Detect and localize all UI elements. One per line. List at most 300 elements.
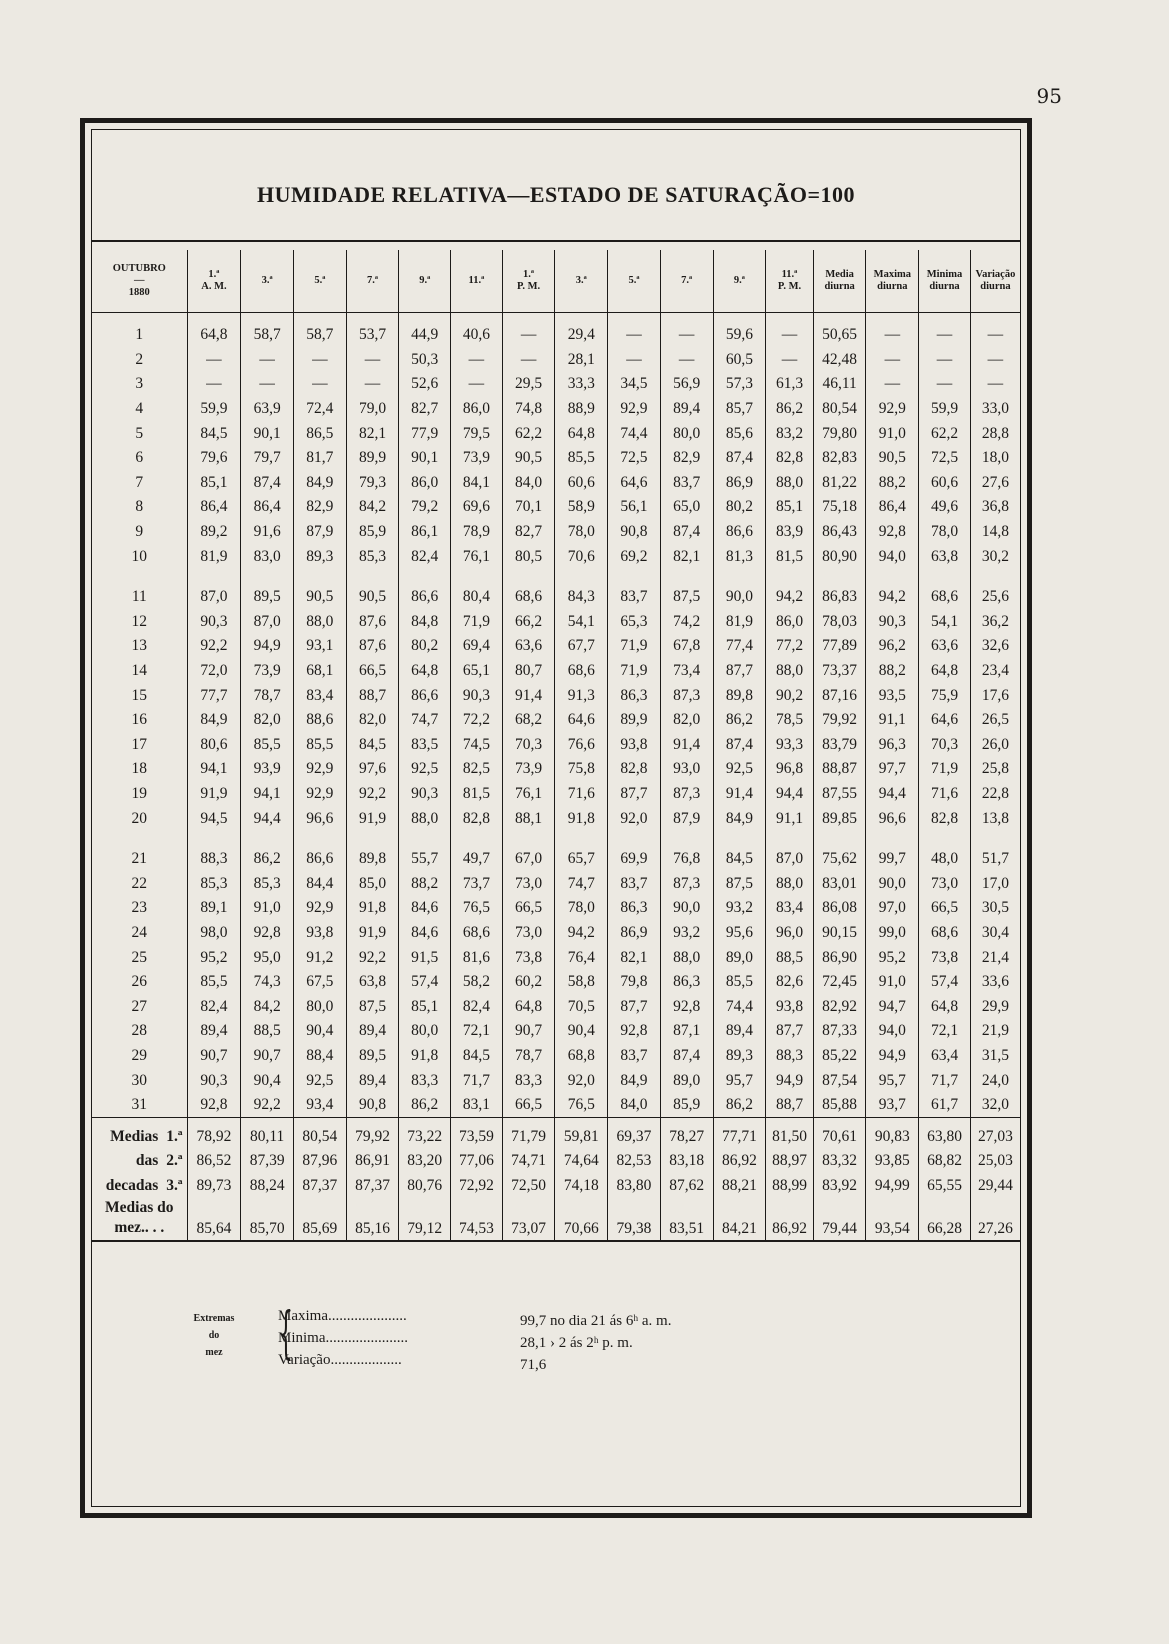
table-cell: 86,90: [813, 945, 866, 970]
table-cell: 94,5: [187, 806, 241, 831]
column-header: 3.ª: [555, 250, 608, 313]
table-cell: 27,26: [970, 1198, 1020, 1241]
table-cell: 83,79: [813, 733, 866, 758]
table-cell: 84,5: [713, 847, 766, 872]
table-cell: 85,88: [813, 1093, 866, 1118]
table-row: [92, 471, 1020, 496]
table-cell: 50,65: [813, 313, 866, 348]
table-cell: 86,2: [713, 708, 766, 733]
table-cell: 93,85: [866, 1149, 919, 1174]
table-cell: 90,4: [294, 1019, 347, 1044]
table-cell: 91,4: [660, 733, 713, 758]
table-cell: 84,21: [713, 1198, 766, 1241]
table-cell: 93,8: [766, 994, 814, 1019]
table-cell: 84,3: [555, 585, 608, 610]
table-cell: 69,4: [451, 634, 503, 659]
table-cell: 14,8: [970, 520, 1020, 545]
table-cell: 86,52: [187, 1149, 241, 1174]
table-row: [92, 1019, 1020, 1044]
table-cell: 92,2: [241, 1093, 294, 1118]
table-cell: 87,96: [294, 1149, 347, 1174]
table-cell: 91,8: [399, 1044, 451, 1069]
table-cell: 89,0: [660, 1068, 713, 1093]
table-cell: 84,5: [346, 733, 399, 758]
table-cell: 90,0: [866, 871, 919, 896]
table-cell: —: [294, 372, 347, 397]
table-cell: 87,7: [608, 782, 661, 807]
table-cell: 61,3: [766, 372, 814, 397]
table-cell: 91,1: [866, 708, 919, 733]
table-cell: 53,7: [346, 313, 399, 348]
table-cell: 64,8: [187, 313, 241, 348]
table-cell: —: [608, 313, 661, 348]
table-cell: 88,2: [399, 871, 451, 896]
table-cell: 91,0: [866, 421, 919, 446]
table-cell: 92,0: [608, 806, 661, 831]
table-cell: —: [919, 348, 971, 373]
table-cell: 83,9: [766, 520, 814, 545]
table-cell: —: [608, 348, 661, 373]
table-cell: —: [346, 348, 399, 373]
table-row: [92, 610, 1020, 635]
table-cell: 92,5: [713, 757, 766, 782]
table-cell: 87,5: [660, 585, 713, 610]
day-number: 27: [131, 997, 148, 1015]
table-cell: 36,2: [970, 610, 1020, 635]
table-cell: —: [346, 372, 399, 397]
table-cell: 68,8: [555, 1044, 608, 1069]
table-cell: 89,8: [346, 847, 399, 872]
table-cell: 89,73: [187, 1174, 241, 1199]
decade-mean-row: [92, 1118, 1020, 1149]
table-cell: 65,55: [919, 1174, 971, 1199]
table-cell: 82,4: [451, 994, 503, 1019]
table-cell: 97,7: [866, 757, 919, 782]
table-cell: 46,11: [813, 372, 866, 397]
column-header: 5.ª: [608, 250, 661, 313]
table-cell: 89,1: [187, 896, 241, 921]
table-cell: 90,7: [187, 1044, 241, 1069]
table-cell: 87,7: [713, 659, 766, 684]
day-number: 16: [131, 711, 148, 729]
extreme-max: Maxima..................... 99,7 no dia 21 ás 6ʰ a. m.: [278, 1308, 672, 1329]
table-cell: 80,76: [399, 1174, 451, 1199]
table-cell: 88,3: [187, 847, 241, 872]
column-header: Maxima diurna: [866, 250, 919, 313]
day-number: 21: [131, 850, 148, 868]
header-month: OUTUBRO — 1880: [92, 250, 187, 313]
table-cell: 97,6: [346, 757, 399, 782]
table-cell: 84,9: [713, 806, 766, 831]
table-cell: 87,37: [346, 1174, 399, 1199]
table-cell: 78,03: [813, 610, 866, 635]
table-cell: 94,4: [766, 782, 814, 807]
table-cell: 93,7: [866, 1093, 919, 1118]
table-cell: 78,27: [660, 1118, 713, 1149]
table-cell: 87,6: [346, 610, 399, 635]
table-cell: 25,6: [970, 585, 1020, 610]
table-cell: —: [970, 348, 1020, 373]
table-cell: 79,80: [813, 421, 866, 446]
table-cell: 82,8: [919, 806, 971, 831]
table-cell: 83,7: [608, 1044, 661, 1069]
table-cell: 70,5: [555, 994, 608, 1019]
table-cell: 87,4: [660, 520, 713, 545]
table-cell: 72,2: [451, 708, 503, 733]
table-cell: 88,7: [346, 683, 399, 708]
table-cell: 78,7: [502, 1044, 555, 1069]
table-cell: 83,7: [608, 585, 661, 610]
table-cell: 91,5: [399, 945, 451, 970]
table-cell: 74,18: [555, 1174, 608, 1199]
table-cell: 87,5: [346, 994, 399, 1019]
table-cell: 82,0: [660, 708, 713, 733]
table-cell: 79,0: [346, 397, 399, 422]
table-cell: 86,6: [294, 847, 347, 872]
table-cell: 79,8: [608, 970, 661, 995]
table-cell: —: [766, 313, 814, 348]
table-cell: 61,7: [919, 1093, 971, 1118]
table-cell: 94,4: [241, 806, 294, 831]
table-cell: 84,9: [608, 1068, 661, 1093]
table-row: [92, 446, 1020, 471]
table-cell: 99,7: [866, 847, 919, 872]
table-cell: 69,6: [451, 495, 503, 520]
table-cell: 27,6: [970, 471, 1020, 496]
table-cell: 86,92: [766, 1198, 814, 1241]
table-cell: 70,3: [502, 733, 555, 758]
table-cell: 94,4: [866, 782, 919, 807]
column-header: Variação diurna: [970, 250, 1020, 313]
table-cell: 86,4: [866, 495, 919, 520]
table-cell: 17,0: [970, 871, 1020, 896]
table-cell: 74,4: [608, 421, 661, 446]
table-cell: 59,9: [187, 397, 241, 422]
table-cell: 33,3: [555, 372, 608, 397]
table-cell: 80,4: [451, 585, 503, 610]
table-cell: 72,4: [294, 397, 347, 422]
table-row: [92, 397, 1020, 422]
table-cell: 86,4: [241, 495, 294, 520]
table-cell: 34,5: [608, 372, 661, 397]
table-cell: 58,9: [555, 495, 608, 520]
table-cell: 62,2: [919, 421, 971, 446]
table-cell: 88,99: [766, 1174, 814, 1199]
month-mean-label: Medias do mez.. . .: [92, 1198, 187, 1241]
day-number: 30: [131, 1071, 148, 1089]
table-cell: 91,4: [502, 683, 555, 708]
table-cell: 88,3: [766, 1044, 814, 1069]
table-cell: 70,3: [919, 733, 971, 758]
day-number: 26: [131, 973, 148, 991]
table-cell: 31,5: [970, 1044, 1020, 1069]
table-cell: 85,3: [241, 871, 294, 896]
table-cell: 96,6: [294, 806, 347, 831]
table-cell: 60,2: [502, 970, 555, 995]
table-cell: 77,4: [713, 634, 766, 659]
table-cell: 50,3: [399, 348, 451, 373]
table-cell: 90,1: [241, 421, 294, 446]
table-cell: 93,54: [866, 1198, 919, 1241]
table-cell: 95,2: [187, 945, 241, 970]
table-cell: 72,5: [608, 446, 661, 471]
decade-label: das: [135, 1152, 159, 1170]
table-cell: 66,5: [919, 896, 971, 921]
extreme-min: Minima...................... 28,1 › 2 ás 2ʰ p. m.: [278, 1330, 633, 1351]
table-cell: 86,0: [399, 471, 451, 496]
table-row: [92, 313, 1020, 348]
table-cell: 76,1: [502, 782, 555, 807]
table-cell: 66,28: [919, 1198, 971, 1241]
column-header: 7.ª: [660, 250, 713, 313]
table-cell: 88,5: [241, 1019, 294, 1044]
table-cell: 91,9: [346, 806, 399, 831]
table-cell: 49,6: [919, 495, 971, 520]
table-cell: 85,5: [555, 446, 608, 471]
table-cell: —: [502, 348, 555, 373]
table-cell: 79,12: [399, 1198, 451, 1241]
decade-gap: [92, 569, 1020, 585]
table-cell: 88,21: [713, 1174, 766, 1199]
table-cell: 90,1: [399, 446, 451, 471]
table-cell: 78,5: [766, 708, 814, 733]
table-cell: 64,8: [919, 659, 971, 684]
table-cell: 64,8: [919, 994, 971, 1019]
table-cell: 74,7: [399, 708, 451, 733]
table-cell: —: [187, 372, 241, 397]
table-cell: 76,1: [451, 544, 503, 569]
table-cell: 78,0: [555, 896, 608, 921]
table-cell: 56,1: [608, 495, 661, 520]
table-cell: —: [502, 313, 555, 348]
table-cell: 78,0: [555, 520, 608, 545]
table-row: [92, 896, 1020, 921]
table-cell: 87,5: [713, 871, 766, 896]
table-cell: 90,7: [241, 1044, 294, 1069]
table-cell: 86,9: [608, 921, 661, 946]
table-cell: 84,4: [294, 871, 347, 896]
table-cell: 88,24: [241, 1174, 294, 1199]
table-cell: 92,8: [660, 994, 713, 1019]
table-cell: —: [919, 372, 971, 397]
table-cell: 74,4: [713, 994, 766, 1019]
table-cell: 60,5: [713, 348, 766, 373]
table-cell: 92,2: [346, 782, 399, 807]
table-cell: 87,37: [294, 1174, 347, 1199]
table-cell: 92,2: [346, 945, 399, 970]
table-cell: 81,6: [451, 945, 503, 970]
table-cell: 87,16: [813, 683, 866, 708]
table-cell: 83,3: [399, 1068, 451, 1093]
table-cell: 69,2: [608, 544, 661, 569]
table-cell: 91,0: [241, 896, 294, 921]
table-cell: 78,9: [451, 520, 503, 545]
table-row: [92, 544, 1020, 569]
table-cell: 85,5: [241, 733, 294, 758]
table-cell: 82,4: [399, 544, 451, 569]
table-cell: 77,06: [451, 1149, 503, 1174]
table-cell: 92,9: [608, 397, 661, 422]
decade-label: decadas: [105, 1176, 159, 1194]
table-cell: 86,2: [399, 1093, 451, 1118]
table-cell: 64,6: [555, 708, 608, 733]
table-cell: 80,90: [813, 544, 866, 569]
table-cell: 83,1: [451, 1093, 503, 1118]
table-cell: 91,3: [555, 683, 608, 708]
table-cell: 91,2: [294, 945, 347, 970]
table-cell: 72,50: [502, 1174, 555, 1199]
table-cell: —: [866, 372, 919, 397]
table-cell: 86,3: [660, 970, 713, 995]
day-number: 22: [131, 874, 148, 892]
table-cell: 95,2: [866, 945, 919, 970]
day-number: 20: [131, 809, 148, 827]
table-cell: 93,5: [866, 683, 919, 708]
table-cell: 73,22: [399, 1118, 451, 1149]
table-cell: 80,54: [294, 1118, 347, 1149]
table-cell: 87,0: [766, 847, 814, 872]
table-cell: 69,9: [608, 847, 661, 872]
month-extremes: [92, 1300, 1020, 1380]
table-cell: 87,4: [713, 446, 766, 471]
day-number: 12: [131, 612, 148, 630]
table-cell: 84,9: [187, 708, 241, 733]
table-cell: 86,83: [813, 585, 866, 610]
table-cell: 80,54: [813, 397, 866, 422]
table-cell: 86,6: [713, 520, 766, 545]
table-cell: 63,80: [919, 1118, 971, 1149]
table-cell: 80,0: [660, 421, 713, 446]
table-cell: —: [970, 313, 1020, 348]
day-number: 28: [131, 1022, 148, 1040]
column-header: 7.ª: [346, 250, 399, 313]
table-cell: 84,6: [399, 921, 451, 946]
table-cell: 69,37: [608, 1118, 661, 1149]
table-cell: 79,44: [813, 1198, 866, 1241]
table-cell: 68,6: [555, 659, 608, 684]
table-cell: 94,1: [187, 757, 241, 782]
table-cell: 82,4: [187, 994, 241, 1019]
table-cell: 66,5: [502, 896, 555, 921]
table-cell: 81,7: [294, 446, 347, 471]
table-cell: 29,9: [970, 994, 1020, 1019]
day-number: 17: [131, 735, 148, 753]
day-number: 11: [131, 588, 147, 606]
table-cell: 65,1: [451, 659, 503, 684]
table-cell: 23,4: [970, 659, 1020, 684]
table-cell: 90,5: [346, 585, 399, 610]
table-cell: —: [970, 372, 1020, 397]
table-cell: 90,83: [866, 1118, 919, 1149]
table-frame-inner: [91, 129, 1021, 1507]
table-cell: 84,9: [294, 471, 347, 496]
table-cell: 71,79: [502, 1118, 555, 1149]
table-cell: 92,8: [608, 1019, 661, 1044]
day-number: 9: [135, 523, 144, 541]
table-cell: 93,0: [660, 757, 713, 782]
table-cell: —: [241, 348, 294, 373]
table-cell: 51,7: [970, 847, 1020, 872]
day-number: 29: [131, 1046, 148, 1064]
table-cell: 93,8: [608, 733, 661, 758]
table-cell: —: [294, 348, 347, 373]
table-cell: 74,7: [555, 871, 608, 896]
table-cell: 83,01: [813, 871, 866, 896]
table-cell: 89,4: [346, 1068, 399, 1093]
table-cell: 75,18: [813, 495, 866, 520]
table-cell: 67,8: [660, 634, 713, 659]
table-cell: 62,2: [502, 421, 555, 446]
table-cell: 17,6: [970, 683, 1020, 708]
table-cell: 84,0: [502, 471, 555, 496]
table-cell: 88,0: [766, 659, 814, 684]
table-cell: 65,3: [608, 610, 661, 635]
table-cell: 89,3: [713, 1044, 766, 1069]
table-cell: 90,5: [294, 585, 347, 610]
table-cell: 83,18: [660, 1149, 713, 1174]
table-cell: 79,2: [399, 495, 451, 520]
table-cell: 90,8: [346, 1093, 399, 1118]
table-cell: 76,8: [660, 847, 713, 872]
table-cell: 87,7: [766, 1019, 814, 1044]
day-number: 5: [135, 424, 144, 442]
table-cell: 94,7: [866, 994, 919, 1019]
table-row: [92, 994, 1020, 1019]
table-cell: 30,4: [970, 921, 1020, 946]
table-cell: 86,6: [399, 683, 451, 708]
table-cell: —: [919, 313, 971, 348]
table-cell: 86,92: [713, 1149, 766, 1174]
table-cell: 95,6: [713, 921, 766, 946]
table-cell: 89,5: [241, 585, 294, 610]
table-cell: 95,0: [241, 945, 294, 970]
table-cell: 87,33: [813, 1019, 866, 1044]
table-cell: 81,50: [766, 1118, 814, 1149]
table-cell: 89,85: [813, 806, 866, 831]
table-cell: —: [866, 313, 919, 348]
table-cell: 60,6: [555, 471, 608, 496]
table-cell: 91,8: [346, 896, 399, 921]
table-cell: 82,7: [399, 397, 451, 422]
table-cell: 88,9: [555, 397, 608, 422]
table-cell: 58,7: [294, 313, 347, 348]
table-cell: 64,6: [919, 708, 971, 733]
table-cell: 70,6: [555, 544, 608, 569]
table-cell: 87,62: [660, 1174, 713, 1199]
table-row: [92, 921, 1020, 946]
table-cell: 70,1: [502, 495, 555, 520]
table-cell: 92,5: [294, 1068, 347, 1093]
table-cell: 90,4: [241, 1068, 294, 1093]
table-cell: 80,6: [187, 733, 241, 758]
table-cell: 75,62: [813, 847, 866, 872]
table-row: [92, 585, 1020, 610]
table-cell: 87,39: [241, 1149, 294, 1174]
table-cell: 85,6: [713, 421, 766, 446]
table-cell: 88,97: [766, 1149, 814, 1174]
table-cell: 90,3: [187, 610, 241, 635]
table-cell: 88,0: [660, 945, 713, 970]
table-cell: 32,6: [970, 634, 1020, 659]
table-cell: 88,0: [294, 610, 347, 635]
table-cell: 80,2: [713, 495, 766, 520]
table-cell: 71,9: [919, 757, 971, 782]
table-cell: 77,7: [187, 683, 241, 708]
table-row: [92, 372, 1020, 397]
table-cell: 87,9: [294, 520, 347, 545]
column-header: 11.ª: [451, 250, 503, 313]
table-cell: 83,80: [608, 1174, 661, 1199]
